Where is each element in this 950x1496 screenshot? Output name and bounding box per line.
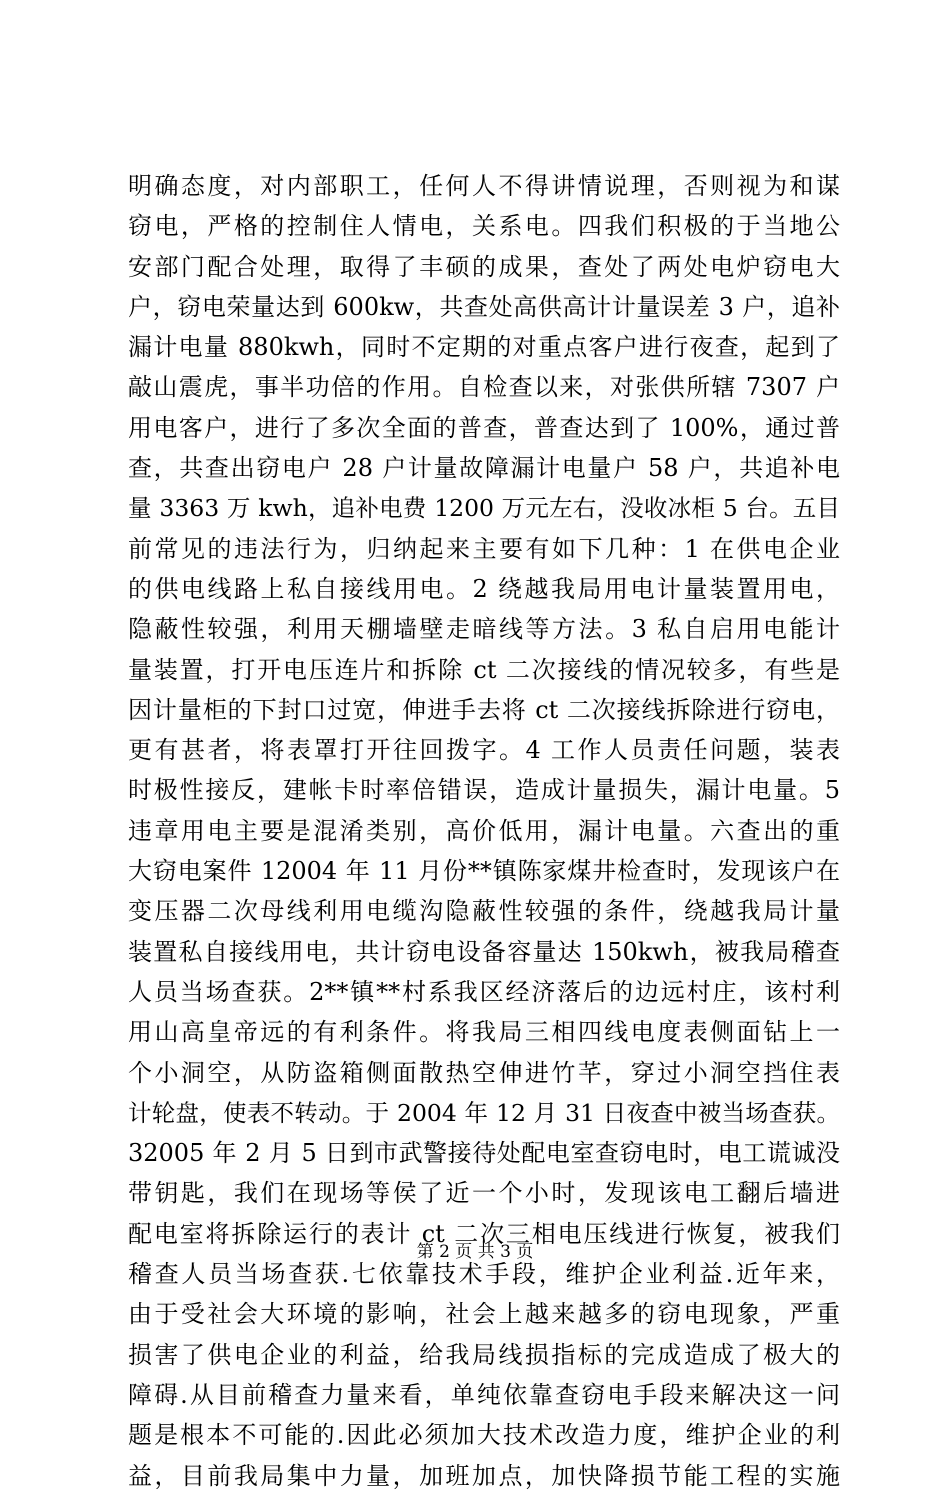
text-line: 安部门配合处理，取得了丰硕的成果，查处了两处电炉窃电大 <box>128 252 840 281</box>
text-line: 装置私自接线用电，共计窃电设备容量达 150kwh，被我局稽查 <box>128 937 840 966</box>
text-line: 的供电线路上私自接线用电。2 绕越我局用电计量装置用电， <box>128 574 840 603</box>
text-line: 用电客户，进行了多次全面的普查，普查达到了 100%，通过普 <box>128 413 840 442</box>
text-line: 用山高皇帝远的有利条件。将我局三相四线电度表侧面钻上一 <box>128 1018 840 1047</box>
text-line: 由于受社会大环境的影响，社会上越来越多的窃电现象，严重 <box>128 1300 840 1329</box>
text-line: 量 3363 万 kwh，追补电费 1200 万元左右，没收冰柜 5 台。五目 <box>128 494 840 523</box>
text-line: 计轮盘，使表不转动。于 2004 年 12 月 31 日夜查中被当场查获。 <box>128 1098 840 1127</box>
document-body <box>128 166 840 1496</box>
text-line: 明确态度，对内部职工，任何人不得讲情说理，否则视为和谋 <box>128 172 840 200</box>
text-line: 更有甚者，将表罩打开往回拨字。4 工作人员责任问题，装表 <box>128 736 840 765</box>
text-line: 损害了供电企业的利益，给我局线损指标的完成造成了极大的 <box>128 1340 840 1369</box>
text-line: 人员当场查获。2**镇**村系我区经济落后的边远村庄，该村利 <box>128 977 840 1006</box>
text-line: 障碍.从目前稽查力量来看，单纯依靠查窃电手段来解决这一问 <box>128 1380 840 1409</box>
text-line: 查，共查出窃电户 28 户计量故障漏计电量户 58 户，共追补电 <box>128 454 840 483</box>
text-line: 时极性接反，建帐卡时率倍错误，造成计量损失，漏计电量。5 <box>128 776 840 805</box>
text-line: 变压器二次母线利用电缆沟隐蔽性较强的条件，绕越我局计量 <box>128 897 840 926</box>
text-line: 隐蔽性较强，利用天棚墙壁走暗线等方法。3 私自启用电能计 <box>128 615 840 644</box>
text-line: 带钥匙，我们在现场等侯了近一个小时，发现该电工翻后墙进 <box>128 1179 840 1208</box>
text-line: 稽查人员当场查获.七依靠技术手段，维护企业利益.近年来， <box>128 1260 840 1289</box>
page-footer: 第 2 页 共 3 页 <box>416 1242 534 1262</box>
text-line: 户，窃电荣量达到 600kw，共查处高供高计计量误差 3 户，追补 <box>128 292 840 321</box>
text-line: 大窃电案件 12004 年 11 月份**镇陈家煤井检查时，发现该户在 <box>128 857 840 886</box>
text-line: 敲山震虎，事半功倍的作用。自检查以来，对张供所辖 7307 户 <box>128 373 840 402</box>
text-line: 题是根本不可能的.因此必须加大技术改造力度，维护企业的利 <box>128 1421 840 1450</box>
text-line: 32005 年 2 月 5 日到市武警接待处配电室查窃电时，电工谎诚没 <box>128 1139 840 1168</box>
text-line: 益，目前我局集中力量，加班加点，加快降损节能工程的实施 <box>128 1461 840 1490</box>
text-line: 量装置，打开电压连片和拆除 ct 二次接线的情况较多，有些是 <box>128 655 840 684</box>
text-line: 配电室将拆除运行的表计 ct 二次三相电压线进行恢复，被我们 <box>128 1219 840 1248</box>
text-line: 因计量柜的下封口过宽，伸进手去将 ct 二次接线拆除进行窃电， <box>128 695 840 724</box>
text-line: 漏计电量 880kwh，同时不定期的对重点客户进行夜查，起到了 <box>128 333 840 362</box>
text-line: 违章用电主要是混淆类别，高价低用，漏计电量。六查出的重 <box>128 816 840 845</box>
text-line: 个小洞空，从防盗箱侧面散热空伸进竹芊，穿过小洞空挡住表 <box>128 1058 840 1087</box>
text-line: 窃电，严格的控制住人情电，关系电。四我们积极的于当地公 <box>128 212 840 241</box>
text-line: 前常见的违法行为，归纳起来主要有如下几种：1 在供电企业 <box>128 534 840 563</box>
